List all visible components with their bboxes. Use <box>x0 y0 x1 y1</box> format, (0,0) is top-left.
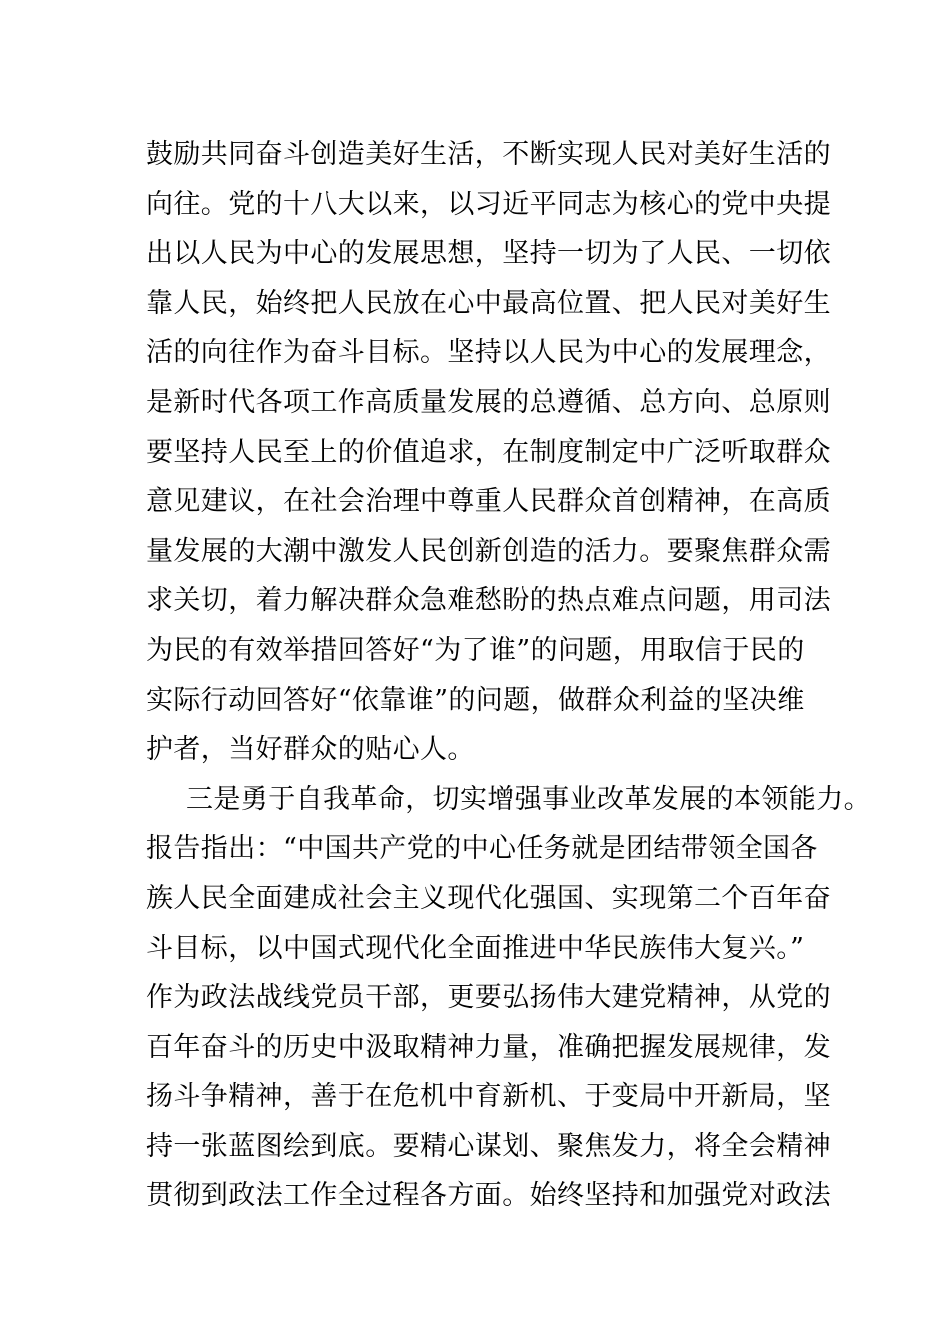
text-line: 是新时代各项工作高质量发展的总遵循、总方向、总原则 <box>146 386 831 418</box>
text-line: 百年奋斗的历史中汲取精神力量，准确把握发展规律，发 <box>146 1031 831 1063</box>
text-line: 持一张蓝图绘到底。要精心谋划、聚焦发力，将全会精神 <box>146 1130 831 1162</box>
text-line: 作为政法战线党员干部，更要弘扬伟大建党精神，从党的 <box>146 982 831 1014</box>
text-line: 为民的有效举措回答好“为了谁”的问题，用取信于民的 <box>146 634 805 666</box>
text-line: 鼓励共同奋斗创造美好生活，不断实现人民对美好生活的 <box>146 139 831 170</box>
text-line: 扬斗争精神，善于在危机中育新机、于变局中开新局，坚 <box>146 1081 831 1113</box>
text-line: 报告指出：“中国共产党的中心任务就是团结带领全国各 <box>146 833 818 865</box>
text-line: 族人民全面建成社会主义现代化强国、实现第二个百年奋 <box>146 882 831 914</box>
text-line: 出以人民为中心的发展思想，坚持一切为了人民、一切依 <box>146 238 831 270</box>
text-line: 贯彻到政法工作全过程各方面。始终坚持和加强党对政法 <box>146 1180 831 1212</box>
text-line: 护者，当好群众的贴心人。 <box>146 734 475 766</box>
text-line: 求关切，着力解决群众急难愁盼的热点难点问题，用司法 <box>146 585 831 617</box>
text-line: 活的向往作为奋斗目标。坚持以人民为中心的发展理念， <box>146 337 831 369</box>
text-line: 要坚持人民至上的价值追求，在制度制定中广泛听取群众 <box>146 436 831 468</box>
text-line: 斗目标，以中国式现代化全面推进中华民族伟大复兴。” <box>146 932 805 964</box>
paragraph-start-line: 三是勇于自我革命，切实增强事业改革发展的本领能力。 <box>186 783 871 815</box>
body-text <box>146 130 871 1221</box>
text-line: 意见建议，在社会治理中尊重人民群众首创精神，在高质 <box>146 486 831 518</box>
text-line: 向往。党的十八大以来，以习近平同志为核心的党中央提 <box>146 188 831 220</box>
text-line: 量发展的大潮中激发人民创新创造的活力。要聚焦群众需 <box>146 535 831 567</box>
text-line: 靠人民，始终把人民放在心中最高位置、把人民对美好生 <box>146 287 831 319</box>
text-line: 实际行动回答好“依靠谁”的问题，做群众利益的坚决维 <box>146 684 805 716</box>
